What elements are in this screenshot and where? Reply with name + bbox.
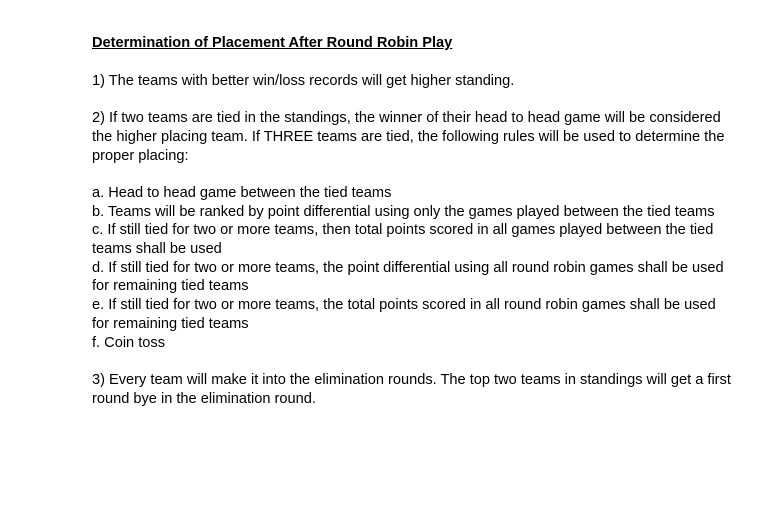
tiebreaker-item-b: b. Teams will be ranked by point differential using only the games played between the tied teams	[92, 203, 715, 220]
tiebreaker-item-a: a. Head to head game between the tied teams	[92, 184, 392, 201]
document-body	[92, 34, 732, 427]
tiebreaker-item-c: c. If still tied for two or more teams, then total points scored in all games played between the tied teams shall be used	[92, 222, 714, 257]
document-title: Determination of Placement After Round Robin Play	[92, 35, 453, 51]
tiebreaker-item-f: f. Coin toss	[92, 334, 165, 351]
rule-2: 2) If two teams are tied in the standings, the winner of their head to head game will be considered the higher placing team. If THREE teams are tied, the following rules will be used to determine the proper placing:	[92, 110, 725, 164]
rule-3: 3) Every team will make it into the elimination rounds. The top two teams in standings will get a first round bye in the elimination round.	[92, 371, 731, 407]
tiebreaker-list	[92, 184, 732, 352]
tiebreaker-item-d: d. If still tied for two or more teams, the point differential using all round robin games shall be used for remaining tied teams	[92, 259, 724, 295]
rule-1: 1) The teams with better win/loss records will get higher standing.	[92, 72, 515, 89]
tiebreaker-item-e: e. If still tied for two or more teams, the total points scored in all round robin games shall be used for remaining tied teams	[92, 297, 716, 332]
